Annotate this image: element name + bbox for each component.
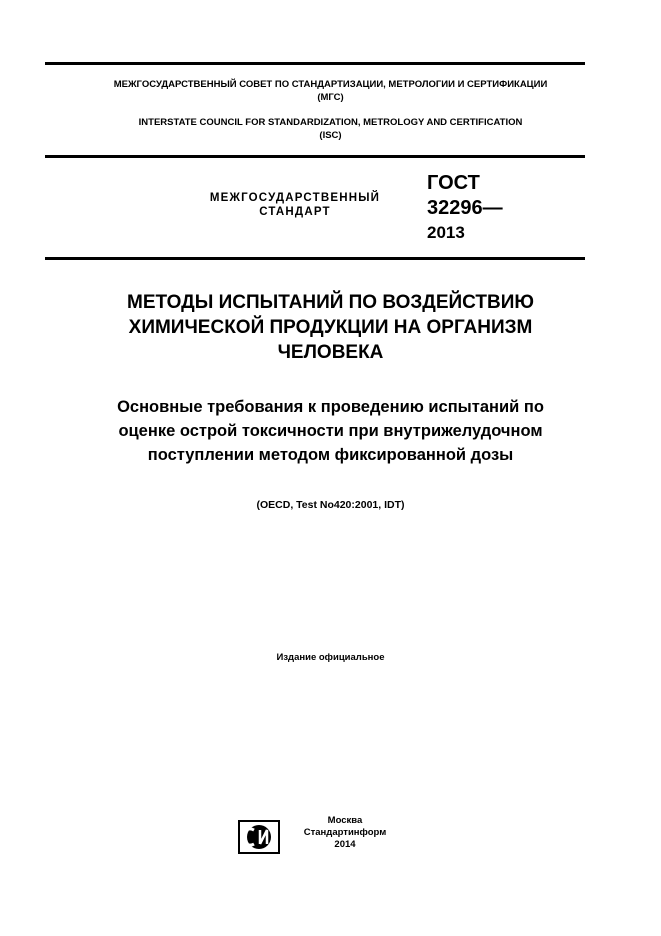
subtitle-line3: поступлении методом фиксированной дозы (147, 446, 514, 464)
official-edition: Издание официальное (276, 652, 385, 663)
council-en-line2: (ISC) (319, 130, 342, 141)
council-en-line1: INTERSTATE COUNCIL FOR STANDARDIZATION, METROLOGY AND CERTIFICATION (138, 117, 523, 128)
title-line2: ХИМИЧЕСКОЙ ПРОДУКЦИИ НА ОРГАНИЗМ (128, 317, 533, 338)
top-rule (45, 62, 585, 65)
publisher-info (295, 815, 395, 851)
title-line3: ЧЕЛОВЕКА (277, 342, 384, 363)
gost-line2: 32296— (427, 197, 503, 219)
document-subtitle (0, 395, 661, 467)
standard-label-line2: СТАНДАРТ (259, 206, 331, 218)
title-line1: МЕТОДЫ ИСПЫТАНИЙ ПО ВОЗДЕЙСТВИЮ (127, 292, 534, 313)
council-en (0, 116, 661, 142)
standard-label (190, 191, 400, 219)
oecd-reference: (OECD, Test No420:2001, IDT) (256, 499, 405, 511)
gost-designation (427, 171, 503, 245)
gost-line1: ГОСТ (427, 172, 480, 194)
middle-rule (45, 155, 585, 158)
subtitle-line2: оценке острой токсичности при внутрижелудочном (118, 422, 543, 440)
standartinform-logo-icon (238, 820, 280, 854)
gost-year: 2013 (427, 223, 465, 242)
document-title (0, 290, 661, 365)
council-ru-line1: МЕЖГОСУДАРСТВЕННЫЙ СОВЕТ ПО СТАНДАРТИЗАЦИИ, МЕТРОЛОГИИ И СЕРТИФИКАЦИИ (113, 79, 548, 90)
standard-label-line1: МЕЖГОСУДАРСТВЕННЫЙ (209, 192, 381, 204)
publisher-year: 2014 (334, 839, 356, 850)
publisher-city: Москва (327, 815, 363, 826)
publisher-name: Стандартинформ (303, 827, 387, 838)
council-ru-line2: (МГС) (317, 92, 344, 103)
lower-rule (45, 257, 585, 260)
subtitle-line1: Основные требования к проведению испытаний по (117, 398, 544, 416)
council-ru (0, 78, 661, 104)
